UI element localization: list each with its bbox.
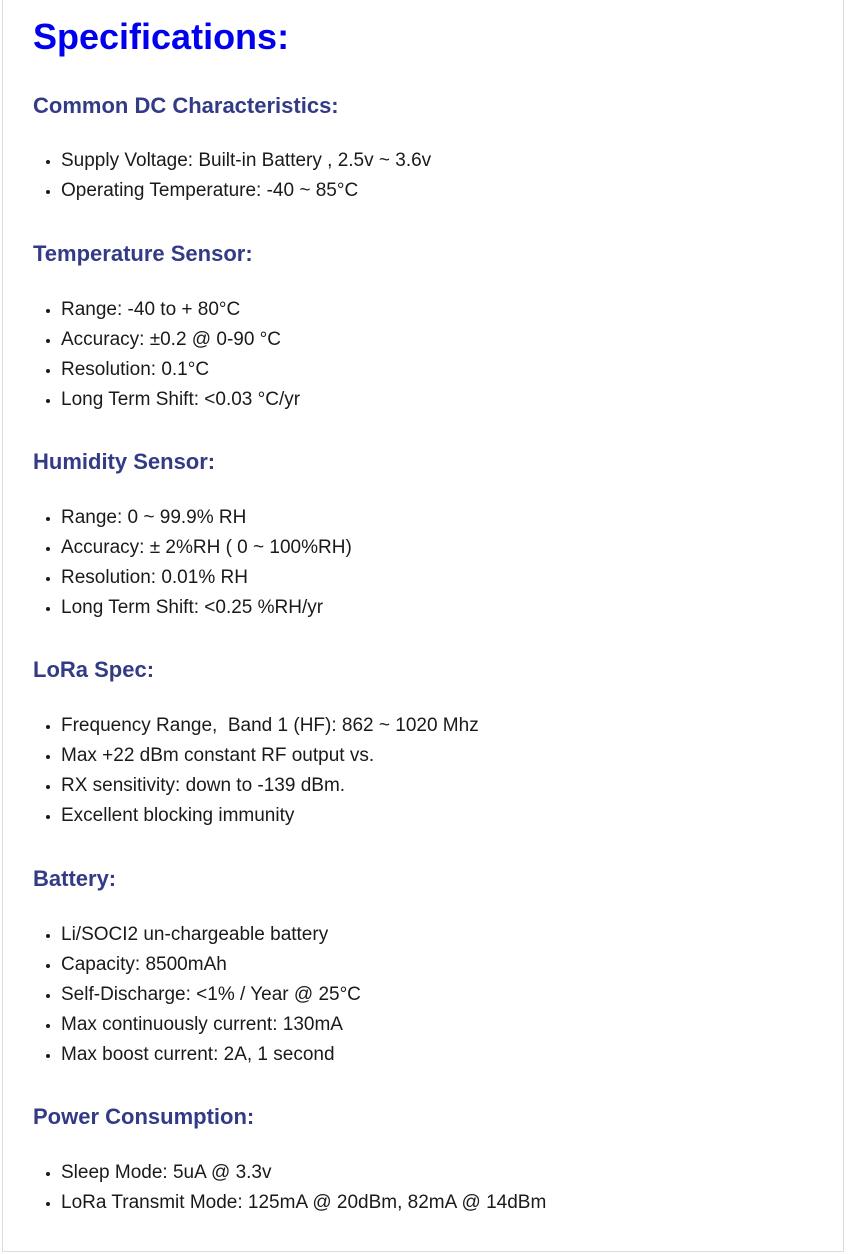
spec-list	[33, 920, 833, 1070]
document-content	[33, 0, 833, 1218]
section-humidity-sensor	[33, 448, 833, 623]
spec-list	[33, 503, 833, 623]
list-item: • Long Term Shift: <0.03 °C/yr	[61, 385, 833, 415]
list-item: • Supply Voltage: Built-in Battery , 2.5v ~ 3.6v	[61, 146, 833, 176]
section-temperature-sensor	[33, 240, 833, 415]
spec-list	[33, 146, 833, 206]
list-item: • Accuracy: ±0.2 @ 0-90 °C	[61, 325, 833, 355]
list-item: • Capacity: 8500mAh	[61, 950, 833, 980]
list-item: • Range: -40 to + 80°C	[61, 295, 833, 325]
spec-list	[33, 1158, 833, 1218]
list-item: • Li/SOCI2 un-chargeable battery	[61, 920, 833, 950]
section-heading: Power Consumption:	[33, 1104, 255, 1129]
page-title: Specifications:	[33, 16, 290, 57]
section-lora-spec	[33, 656, 833, 831]
list-item: • Excellent blocking immunity	[61, 801, 833, 831]
list-item: • Max +22 dBm constant RF output vs.	[61, 741, 833, 771]
list-item: • Accuracy: ± 2%RH ( 0 ~ 100%RH)	[61, 533, 833, 563]
section-heading: Humidity Sensor:	[33, 449, 216, 474]
section-heading: Battery:	[33, 866, 117, 891]
list-item: • LoRa Transmit Mode: 125mA @ 20dBm, 82mA @ 14dBm	[61, 1188, 833, 1218]
section-heading: Common DC Characteristics:	[33, 93, 339, 118]
section-common-dc-characteristics	[33, 92, 833, 206]
section-power-consumption	[33, 1103, 833, 1218]
list-item: • Operating Temperature: -40 ~ 85°C	[61, 176, 833, 206]
list-item: • Frequency Range, Band 1 (HF): 862 ~ 1020 Mhz	[61, 711, 833, 741]
list-item: • Max boost current: 2A, 1 second	[61, 1040, 833, 1070]
list-item: • Resolution: 0.01% RH	[61, 563, 833, 593]
list-item: • Self-Discharge: <1% / Year @ 25°C	[61, 980, 833, 1010]
spec-list	[33, 295, 833, 415]
section-heading: Temperature Sensor:	[33, 241, 253, 266]
list-item: • Range: 0 ~ 99.9% RH	[61, 503, 833, 533]
section-battery	[33, 865, 833, 1070]
section-heading: LoRa Spec:	[33, 657, 155, 682]
list-item: • RX sensitivity: down to -139 dBm.	[61, 771, 833, 801]
list-item: • Sleep Mode: 5uA @ 3.3v	[61, 1158, 833, 1188]
list-item: • Resolution: 0.1°C	[61, 355, 833, 385]
spec-list	[33, 711, 833, 831]
list-item: • Long Term Shift: <0.25 %RH/yr	[61, 593, 833, 623]
list-item: • Max continuously current: 130mA	[61, 1010, 833, 1040]
